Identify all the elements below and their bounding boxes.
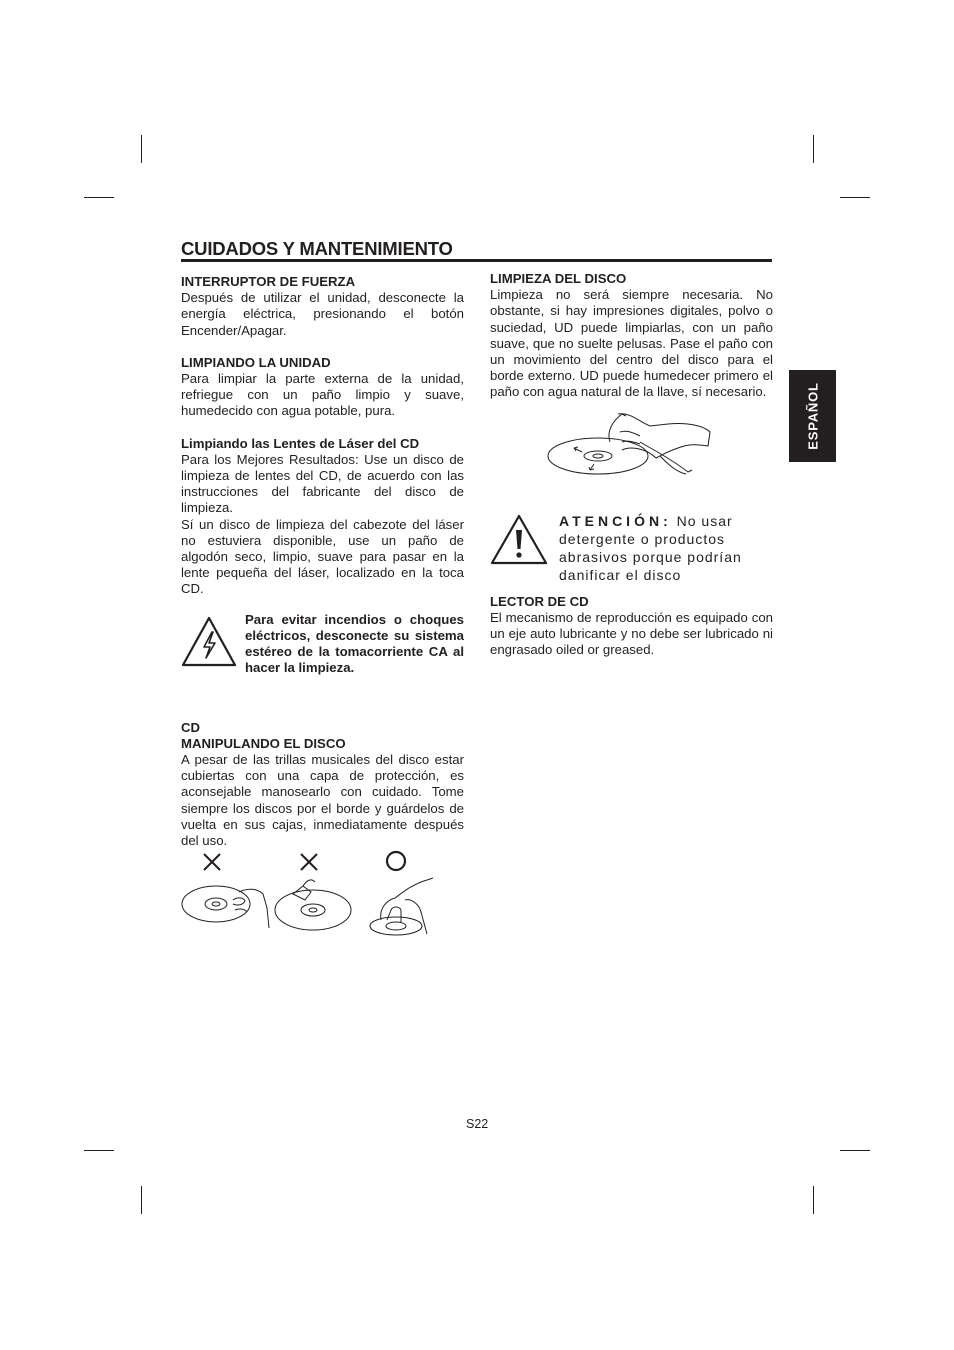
disc-cleaning-heading: LIMPIEZA DEL DISCO — [490, 271, 627, 286]
shock-warning — [181, 612, 464, 694]
disc-cleaning-text: Limpieza no será siempre necesaria. No obstante, si hay impresiones digitales, polvo o suciedad, UD puede limpiarlas, con un paño suave, que no suelte pelusas. Pase el paño con un movimiento del centro del disco para el borde externo. UD puede humedecer primero el paño con agua natural de la llave, sí necesario. — [490, 287, 773, 400]
caution-body: No usar detergente o productos abrasivos porque podrían danificar el disco — [559, 512, 742, 583]
language-tab-label: ESPAÑOL — [805, 382, 820, 450]
cd-player-heading: LECTOR DE CD — [490, 593, 589, 609]
disc-handling-illustrations — [181, 848, 461, 938]
cleaning-unit-text: Para limpiar la parte externa de la unidad, refriegue con un paño limpio y suave, humedecido con agua potable, pura. — [181, 371, 464, 419]
cross-icon — [301, 854, 317, 870]
caution-notice — [490, 512, 773, 583]
shock-warning-text: Para evitar incendios o choques eléctricos, desconecte su sistema estéreo de la tomacorriente CA al hacer la limpieza. — [245, 611, 464, 676]
circle-icon — [387, 852, 405, 870]
right-column — [490, 271, 773, 658]
cross-icon — [204, 854, 220, 870]
language-tab — [789, 370, 836, 462]
disc-cleaning-illustration — [490, 412, 773, 490]
cleaning-unit-heading: LIMPIANDO LA UNIDAD — [181, 354, 331, 370]
cd-heading: CD — [181, 719, 201, 735]
crop-mark-bottom-left-vertical — [141, 1186, 142, 1214]
exclamation-warning-icon — [490, 514, 548, 566]
laser-lens-text-2: Sí un disco de limpieza del cabezote del láser no estuviera disponible, use un paño de algodón seco, limpio, suave para pasar en la lente pequeña del láser, localizado en la toca CD. — [181, 516, 464, 597]
crop-mark-bottom-right-horizontal — [840, 1150, 870, 1151]
crop-mark-top-left-vertical — [141, 135, 142, 163]
cd-player-text: El mecanismo de reproducción es equipado con un eje auto lubricante y no debe ser lubricado ni engrasado oiled or greased. — [490, 609, 773, 658]
title-underline — [181, 259, 772, 262]
lightning-warning-icon — [181, 616, 237, 668]
caution-label: ATENCIÓN: — [559, 512, 672, 529]
page-title: CUIDADOS Y MANTENIMIENTO — [181, 238, 453, 259]
handling-disc-text: A pesar de las trillas musicales del disco estar cubiertas con una capa de protección, es aconsejable manosearlo con cuidado. Tome siempre los discos por el borde y guárdelos de vuelta en sus cajas, inmediatamente después del uso. — [181, 752, 464, 849]
disc-held-by-surface-figure — [182, 886, 269, 928]
crop-mark-bottom-left-horizontal — [84, 1150, 114, 1151]
crop-mark-top-right-vertical — [813, 135, 814, 163]
handling-disc-heading: MANIPULANDO EL DISCO — [181, 735, 346, 751]
crop-mark-bottom-right-vertical — [813, 1186, 814, 1214]
caution-text — [559, 512, 773, 584]
crop-mark-top-right-horizontal — [840, 197, 870, 198]
laser-lens-heading: Limpiando las Lentes de Láser del CD — [181, 435, 420, 451]
disc-held-by-edge-figure — [370, 878, 433, 935]
left-column — [181, 274, 464, 849]
power-switch-heading: INTERRUPTOR DE FUERZA — [181, 274, 356, 289]
crop-mark-top-left-horizontal — [84, 197, 114, 198]
disc-with-label-figure — [275, 880, 351, 930]
page-number: S22 — [466, 1117, 489, 1131]
power-switch-text: Después de utilizar el unidad, desconecte la energía eléctrica, presionando el botón Encender/Apagar. — [181, 290, 464, 338]
laser-lens-text-1: Para los Mejores Resultados: Use un disco de limpieza de lentes del CD, de acuerdo con las instrucciones del fabricante del disco de limpieza. — [181, 451, 464, 516]
